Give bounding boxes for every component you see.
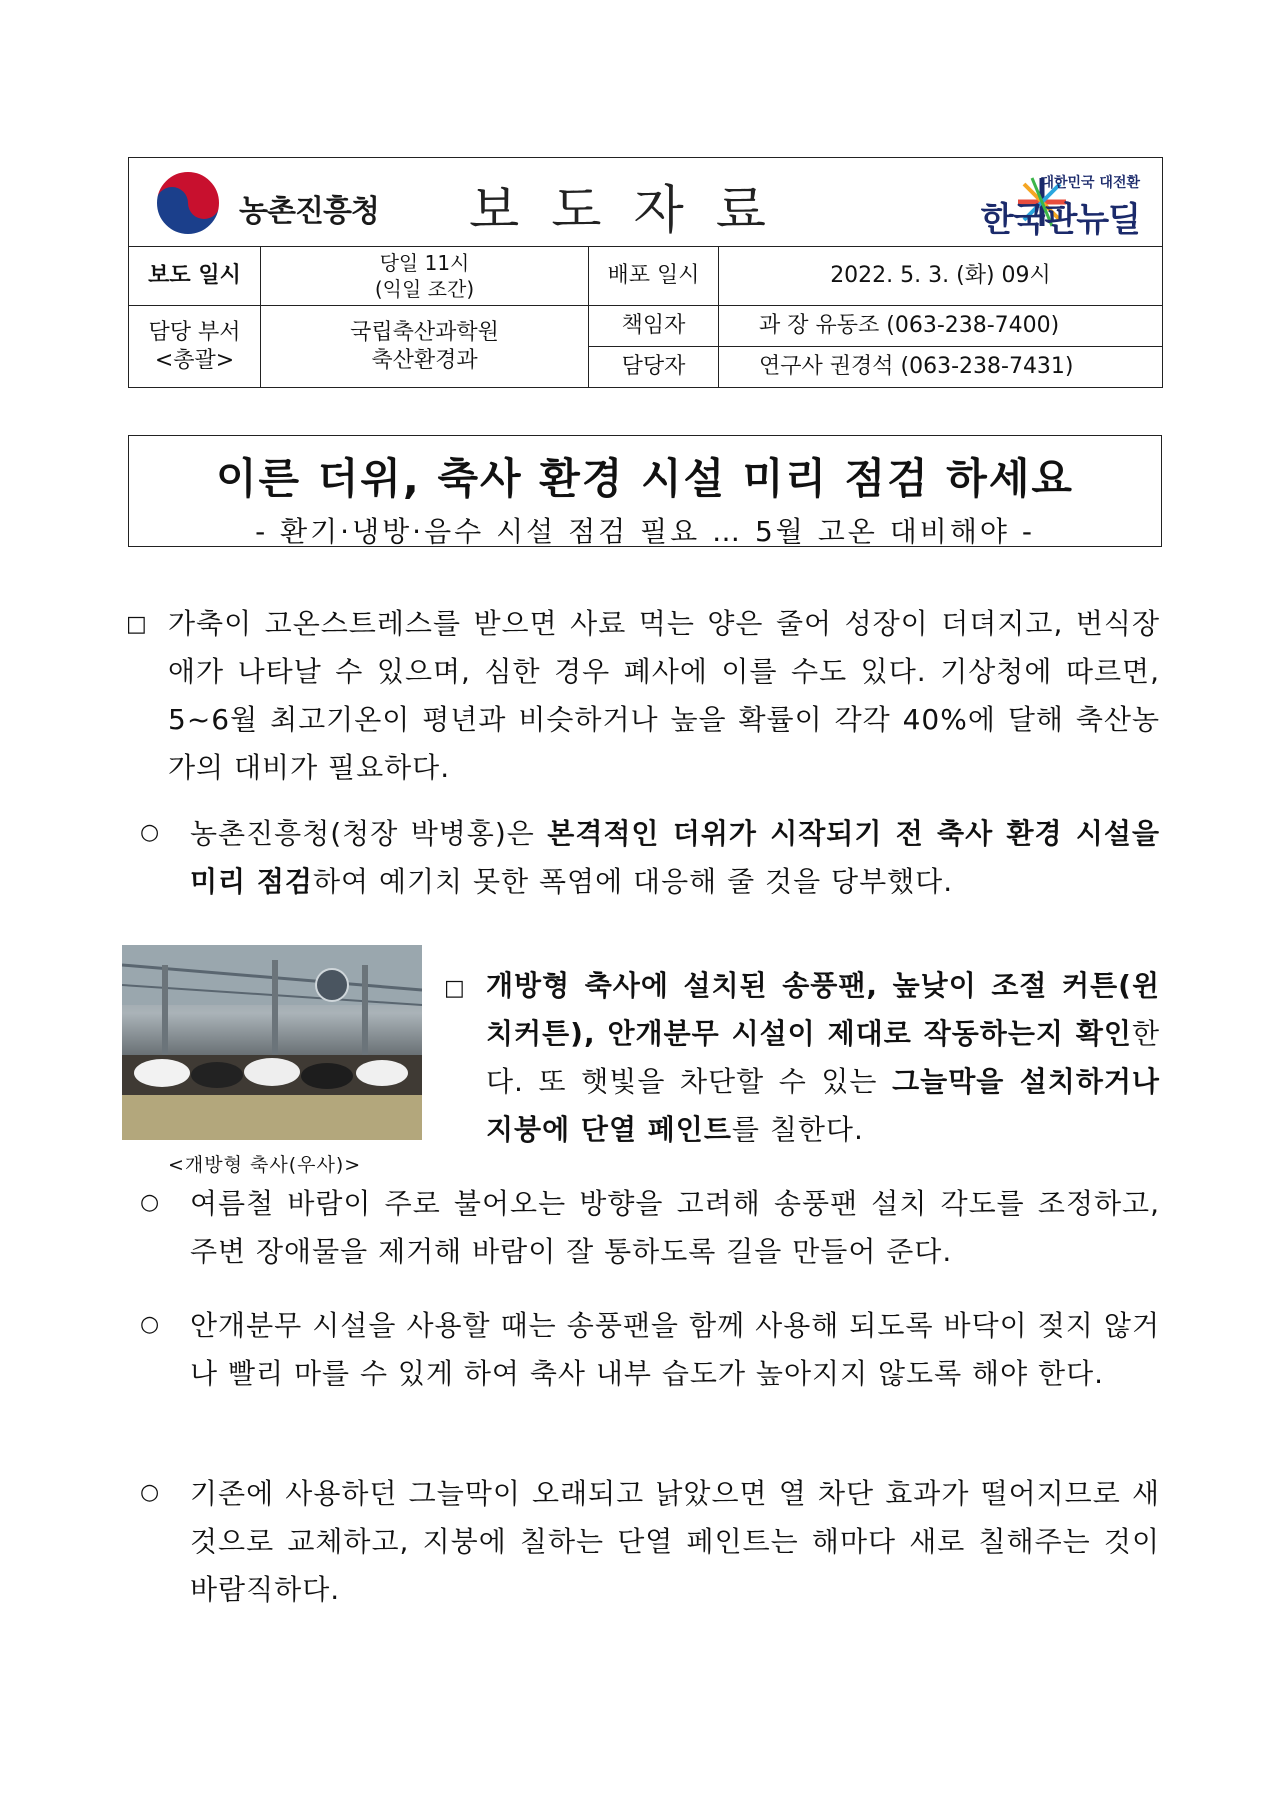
contact-value: 연구사 권경석 (063-238-7431) (719, 347, 1163, 388)
release-time-line1: 당일 11시 (379, 251, 470, 275)
release-time-line2: (익일 조간) (374, 277, 475, 301)
circle-bullet-icon: ○ (140, 820, 160, 845)
release-time (261, 247, 589, 306)
brand-subtitle: 대한민국 대전환 (1040, 175, 1140, 191)
paragraph-6: 기존에 사용하던 그늘막이 오래되고 낡았으면 열 차단 효과가 떨어지므로 새것으로 교체하고, 지붕에 칠하는 단열 페인트는 해마다 새로 칠해주는 것이 바람직하다. (190, 1477, 1160, 1606)
paragraph-4: 여름철 바람이 주로 불어오는 방향을 고려해 송풍팬 설치 각도를 조정하고, 주변 장애물을 제거해 바람이 잘 통하도록 길을 만들어 준다. (190, 1187, 1160, 1268)
dept-name-line2: 축산환경과 (371, 347, 478, 373)
dept-label-line1: 담당 부서 (148, 319, 241, 345)
dept-label-line2: <총괄> (154, 347, 235, 373)
distribution-label: 배포 일시 (589, 247, 719, 306)
paragraph-3-text-1: 한다. 또 햇빛을 차단할 수 있는 (486, 1017, 1160, 1098)
paragraph-1: 가축이 고온스트레스를 받으면 사료 먹는 양은 줄어 성장이 더뎌지고, 번식장애가 나타날 수 있으며, 심한 경우 폐사에 이를 수도 있다. 기상청에 따르면, 5~6월 최고기온이 평년과 비슷하거나 높을 확률이 각각 40%에 달해 축산농가의 대비가 필요하다. (168, 607, 1160, 784)
contact-label: 담당자 (589, 347, 719, 388)
paragraph-2-emphasis: 본격적인 더위가 시작되기 전 축사 환경 시설을 미리 점검 (190, 817, 1160, 898)
header-table (128, 157, 1163, 388)
headline-title: 이른 더위, 축사 환경 시설 미리 점검 하세요 (215, 454, 1075, 503)
header-logo-row (129, 158, 1163, 247)
paragraph-3-emphasis-2: 그늘막을 설치하거나 지붕에 단열 페인트 (486, 1065, 1160, 1146)
org-name: 농촌진흥청 (239, 194, 379, 229)
square-bullet-icon: □ (126, 612, 147, 637)
paragraph-5: 안개분무 시설을 사용할 때는 송풍팬을 함께 사용해 되도록 바닥이 젖지 않거나 빨리 마를 수 있게 하여 축사 내부 습도가 높아지지 않도록 해야 한다. (190, 1309, 1160, 1390)
doc-type-title: 보도자료 (469, 181, 798, 241)
cowshed-photo (122, 945, 422, 1140)
dept-name (261, 306, 589, 388)
circle-bullet-icon: ○ (140, 1312, 160, 1337)
rda-emblem-icon (153, 168, 223, 238)
cowshed-photo-image (122, 945, 422, 1140)
paragraph-2-tail: 하여 예기치 못한 폭염에 대응해 줄 것을 당부했다. (312, 865, 954, 898)
square-bullet-icon: □ (444, 976, 465, 1001)
photo-caption: <개방형 축사(우사)> (168, 1154, 362, 1176)
paragraph-3-emphasis-1: 개방형 축사에 설치된 송풍팬, 높낮이 조절 커튼(윈치커튼), 안개분무 시설이 제대로 작동하는지 확인 (486, 969, 1160, 1050)
distribution-time: 2022. 5. 3. (화) 09시 (719, 247, 1163, 306)
dept-name-line1: 국립축산과학원 (350, 319, 499, 345)
paragraph-2-lead: 농촌진흥청(청장 박병홍)은 (190, 817, 548, 850)
headline-subtitle: - 환기·냉방·음수 시설 점검 필요 … 5월 고온 대비해야 - (255, 515, 1035, 548)
paragraph-3 (486, 962, 1160, 1154)
paragraph-2 (190, 810, 1160, 906)
responsible-value: 과 장 유동조 (063-238-7400) (719, 306, 1163, 347)
circle-bullet-icon: ○ (140, 1480, 160, 1505)
responsible-label: 책임자 (589, 306, 719, 347)
headline-box (128, 435, 1162, 547)
brand-name: 한국판뉴딜 (980, 200, 1140, 240)
circle-bullet-icon: ○ (140, 1190, 160, 1215)
paragraph-3-text-2: 를 칠한다. (731, 1113, 864, 1146)
dept-label (129, 306, 261, 388)
release-label: 보도 일시 (129, 247, 261, 306)
